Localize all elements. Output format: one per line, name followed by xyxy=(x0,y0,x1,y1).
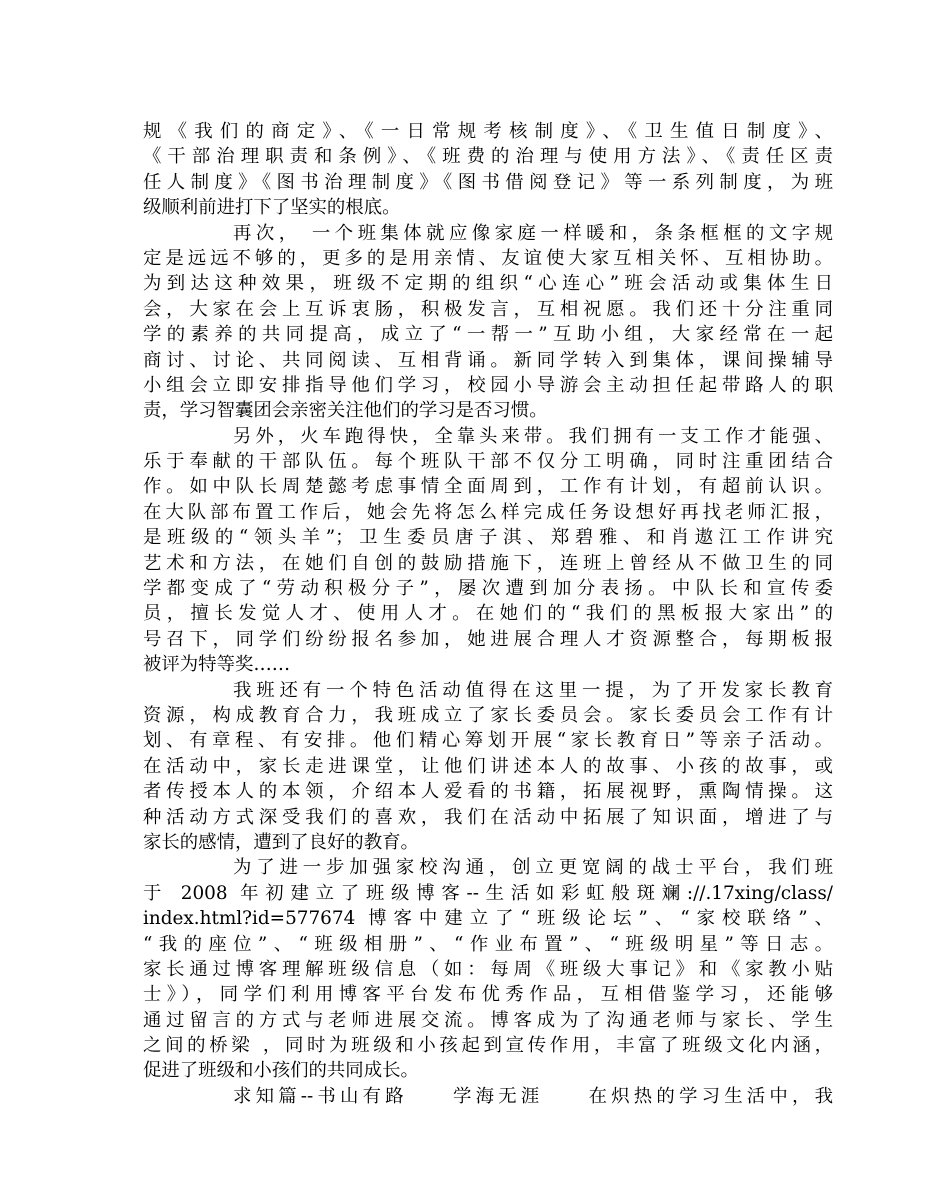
text-line: 规《我们的商定》、《一日常规考核制度》、《卫生值日制度》、 xyxy=(143,121,833,142)
text-line: 士》），同学们利用博客平台发布优秀作品，互相借鉴学习，还能够 xyxy=(143,984,833,1006)
text-line: 学都变成了“劳动积极分子”，屡次遭到加分表扬。中队长和宣传委 xyxy=(143,578,833,600)
text-line: 被评为特等奖…… xyxy=(143,654,291,676)
text-line: 艺术和方法，在她们自创的鼓励措施下，连班上曾经从不做卫生的同 xyxy=(143,552,833,574)
text-line: 在大队部布置工作后，她会先将怎么样完成任务设想好再找老师汇报， xyxy=(143,501,833,523)
text-line: 员，擅长发觉人才、使用人才。在她们的“我们的黑板报大家出”的 xyxy=(143,603,833,625)
text-line: 级顺利前进打下了坚实的根底。 xyxy=(143,197,401,219)
text-line: 为了进一步加强家校沟通，创立更宽阔的战士平台，我们班 xyxy=(233,857,833,879)
text-line: 我班还有一个特色活动值得在这里一提，为了开发家长教育 xyxy=(233,679,833,701)
text-line: 家长通过博客理解班级信息（如：每周《班级大事记》和《家教小贴 xyxy=(143,958,833,980)
text-line: 学的素养的共同提高，成立了“一帮一”互助小组，大家经常在一起 xyxy=(143,324,833,346)
text-line: 会，大家在会上互诉衷肠，积极发言，互相祝愿。我们还十分注重同 xyxy=(143,298,833,320)
text-line: 是班级的“领头羊”；卫生委员唐子淇、郑碧雅、和肖遨江工作讲究 xyxy=(143,527,833,549)
text-line: 责，学习智囊团会亲密关注他们的学习是否习惯。 xyxy=(143,400,548,422)
text-line: 小组会立即安排指导他们学习，校园小导游会主动担任起带路人的职 xyxy=(143,374,833,396)
text-line: 家长的感情，遭到了良好的教育。 xyxy=(143,831,419,853)
text-line: 促进了班级和小孩们的共同成长。 xyxy=(143,1060,419,1082)
text-line: 求知篇--书山有路 学海无涯 在炽热的学习生活中，我 xyxy=(233,1085,833,1107)
text-line: 商讨、讨论、共同阅读、互相背诵。新同学转入到集体，课间操辅导 xyxy=(143,349,833,371)
text-line: index.html?id=577674 博客中建立了“班级论坛”、“家校联络”、 xyxy=(143,908,833,930)
text-line: 者传授本人的本领，介绍本人爱看的书籍，拓展视野，熏陶情操。这 xyxy=(143,781,833,803)
text-line: 乐于奉献的干部队伍。每个班队干部不仅分工明确，同时注重团结合 xyxy=(143,451,833,473)
text-line: 资源，构成教育合力，我班成立了家长委员会。家长委员会工作有计 xyxy=(143,704,833,726)
text-line: 通过留言的方式与老师进展交流。博客成为了沟通老师与家长、学生 xyxy=(143,1009,833,1031)
text-line: 为到达这种效果，班级不定期的组织“心连心”班会活动或集体生日 xyxy=(143,273,833,295)
text-line: 划、有章程、有安排。他们精心筹划开展“家长教育日”等亲子活动。 xyxy=(143,730,833,752)
text-line: 号召下，同学们纷纷报名参加，她进展合理人才资源整合，每期板报 xyxy=(143,628,833,650)
text-line: 种活动方式深受我们的喜欢，我们在活动中拓展了知识面，增进了与 xyxy=(143,806,833,828)
body-text xyxy=(143,119,833,1109)
text-line: 在活动中，家长走进课堂，让他们讲述本人的故事、小孩的故事，或 xyxy=(143,755,833,777)
text-line: “我的座位”、“班级相册”、“作业布置”、“班级明星”等日志。 xyxy=(143,933,833,955)
text-line: 另外，火车跑得快，全靠头来带。我们拥有一支工作才能强、 xyxy=(233,425,833,447)
text-line: 再次， 一个班集体就应像家庭一样暖和，条条框框的文字规 xyxy=(233,222,833,244)
text-line: 于 2008 年初建立了班级博客--生活如彩虹般斑斓://.17xing/class/ xyxy=(143,882,833,904)
text-line: 《干部治理职责和条例》、《班费的治理与使用方法》、《责任区责 xyxy=(143,146,833,168)
text-line: 定是远远不够的，更多的是用亲情、友谊使大家互相关怀、互相协助。 xyxy=(143,247,833,269)
text-line: 任人制度》《图书治理制度》《图书借阅登记》等一系列制度，为班 xyxy=(143,171,833,193)
text-line: 作。如中队长周楚懿考虑事情全面周到，工作有计划，有超前认识。 xyxy=(143,476,833,498)
text-line: 之间的桥梁 ，同时为班级和小孩起到宣传作用，丰富了班级文化内涵， xyxy=(143,1035,833,1057)
